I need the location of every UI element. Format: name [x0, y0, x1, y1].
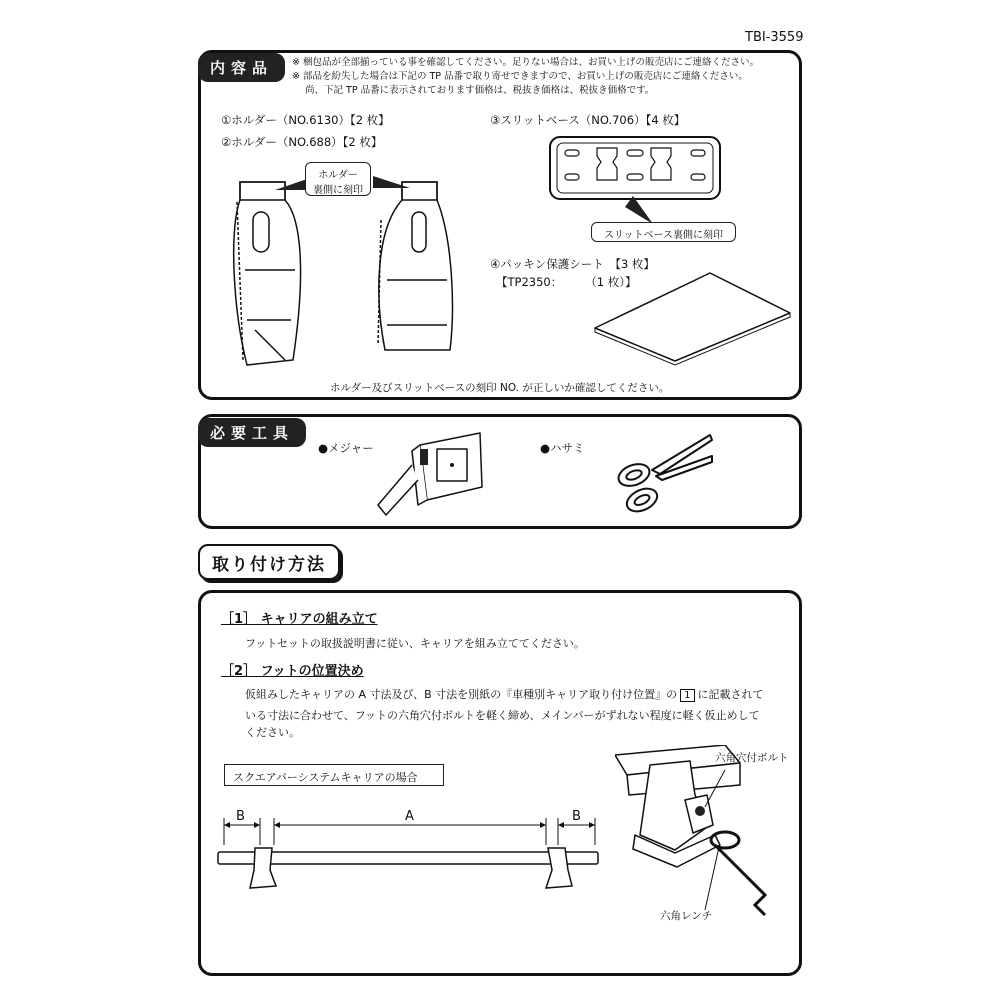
tools-tag: 必要工具	[198, 418, 306, 447]
step2-body	[245, 684, 795, 706]
dimension-b-left: B	[236, 809, 245, 824]
step1-body: フットセットの取扱説明書に従い、キャリアを組み立ててください。	[245, 637, 585, 650]
step2-title: ［2］ フットの位置決め	[221, 664, 364, 679]
step1-title: ［1］ キャリアの組み立て	[221, 612, 378, 627]
item-packing-sheet-tp: 【TP2350： （1 枚）】	[496, 275, 637, 289]
contents-note-1: ※ 梱包品が全部揃っている事を確認してください。足りない場合は、お買い上げの販売店にご連絡ください。	[292, 57, 759, 68]
tool-scissors-label: ●ハサミ	[540, 441, 585, 455]
step2-body-line3: ください。	[245, 726, 300, 739]
tool-tape-measure-label: ●メジャー	[318, 441, 374, 455]
square-bar-case-label: スクエアバーシステムキャリアの場合	[224, 764, 444, 786]
item-holder-688: ②ホルダー（NO.688）【2 枚】	[221, 135, 383, 149]
step2-body-line1: 仮組みしたキャリアの A 寸法及び、B 寸法を別紙の『車種別キャリア取り付け位置』の	[245, 688, 678, 701]
item-slit-base: ③スリットベース（NO.706）【4 枚】	[490, 113, 686, 127]
contents-note-3: 尚、下記 TP 品番に表示されております価格は、税抜き価格は、税抜き価格です。	[305, 85, 655, 96]
scissors-icon	[612, 430, 717, 520]
holder-engraving-callout	[305, 162, 371, 196]
dimension-a: A	[405, 809, 414, 824]
slit-base-engraving-callout: スリットベース裏側に刻印	[591, 222, 736, 242]
install-heading: 取り付け方法	[198, 544, 340, 580]
packing-sheet-illustration	[590, 268, 795, 368]
contents-note-2: ※ 部品を紛失した場合は下記の TP 品番で取り寄せできますので、お買い上げの販売店にご連絡ください。	[292, 71, 748, 82]
item-holder-6130: ①ホルダー（NO.6130）【2 枚】	[221, 113, 390, 127]
document-number: TBI-3559	[745, 30, 804, 45]
contents-footer-note: ホルダー及びスリットベースの刻印 NO. が正しいか確認してください。	[330, 382, 670, 394]
step2-ref-box: 1	[680, 689, 694, 702]
dimension-b-right: B	[572, 809, 581, 824]
hex-wrench-label: 六角レンチ	[660, 910, 713, 922]
tape-measure-icon	[372, 425, 487, 525]
holder-callout-line2: 裏側に刻印	[313, 185, 363, 196]
contents-tag: 内容品	[198, 53, 285, 82]
step2-body-line2: いる寸法に合わせて、フットの六角穴付ボルトを軽く締め、メインバーがずれない程度に軽く仮止めして	[245, 709, 760, 722]
holder-callout-line1: ホルダー	[318, 170, 358, 181]
hex-bolt-label: 六角穴付ボルト	[715, 752, 789, 764]
item-packing-sheet: ④パッキン保護シート 【3 枚】	[490, 257, 655, 271]
step2-body-line1b: に記載されて	[697, 688, 764, 701]
